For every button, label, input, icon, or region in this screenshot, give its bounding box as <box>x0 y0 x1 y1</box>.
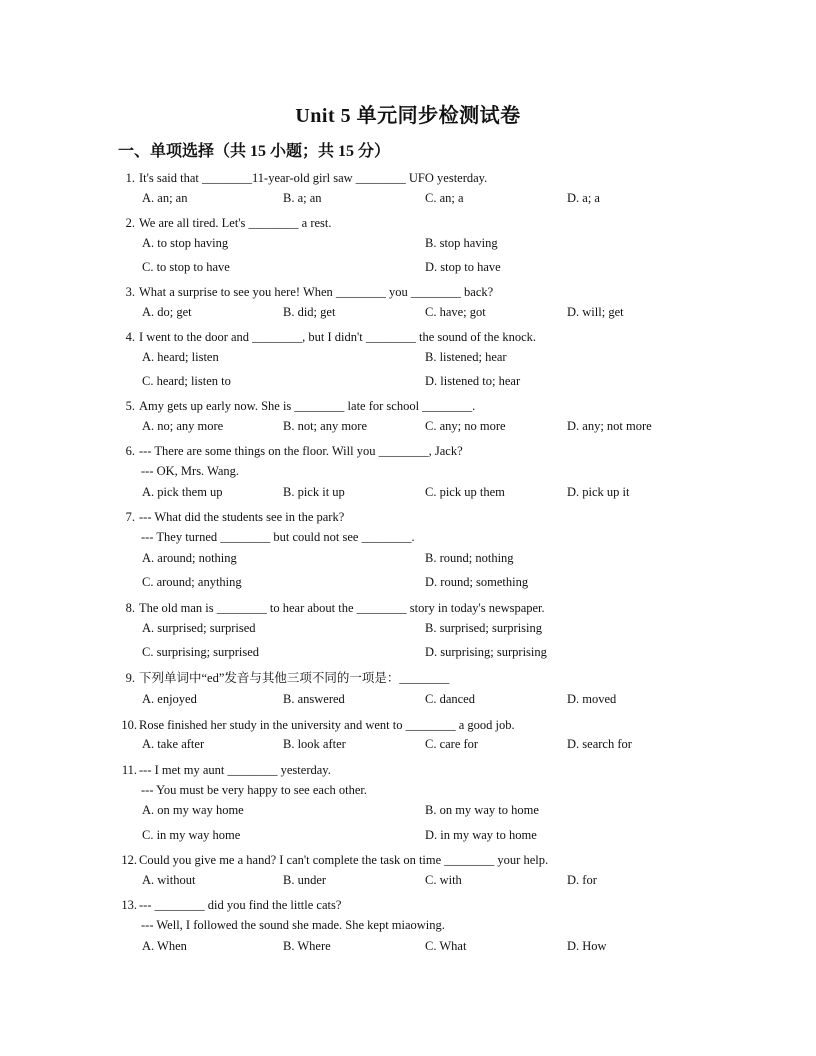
option-d: D. stop to have <box>425 260 501 274</box>
question-stem: We are all tired. Let's ________ a rest. <box>139 216 332 230</box>
option-c: C. care for <box>425 737 479 751</box>
option-a: A. surprised; surprised <box>142 621 256 635</box>
question-number: 3. <box>125 285 135 299</box>
option-d: D. How <box>567 939 607 953</box>
option-c: C. have; got <box>425 305 486 319</box>
option-d: D. search for <box>567 737 632 751</box>
question-stem: 下列单词中“ed”发音与其他三项不同的一项是：________ <box>139 671 450 685</box>
dialog-line: --- They turned ________ but could not see ________. <box>141 530 415 544</box>
section-heading: 一、单项选择（共 15 小题；共 15 分） <box>118 143 391 160</box>
option-b: B. under <box>283 873 327 887</box>
question-number: 10. <box>121 718 137 732</box>
option-b: B. did; get <box>283 305 336 319</box>
question-number: 12. <box>121 853 137 867</box>
option-b: B. stop having <box>425 236 498 250</box>
option-c: C. an; a <box>425 191 464 205</box>
option-c: C. with <box>425 873 462 887</box>
option-d: D. listened to; hear <box>425 374 521 388</box>
question-number: 7. <box>125 510 135 524</box>
question-stem: --- What did the students see in the park? <box>139 510 345 524</box>
option-a: A. heard; listen <box>142 350 219 364</box>
option-c: C. danced <box>425 692 475 706</box>
option-a: A. without <box>142 873 196 887</box>
option-a: A. enjoyed <box>142 692 197 706</box>
question-stem: --- There are some things on the floor. Will you ________, Jack? <box>139 444 463 458</box>
question-stem: What a surprise to see you here! When ________ you ________ back? <box>139 285 494 299</box>
question-stem: Rose finished her study in the university and went to ________ a good job. <box>139 718 515 732</box>
option-d: D. round; something <box>425 575 529 589</box>
option-d: D. pick up it <box>567 485 630 499</box>
option-d: D. for <box>567 873 597 887</box>
option-c: C. in my way home <box>142 828 241 842</box>
option-b: B. a; an <box>283 191 322 205</box>
option-b: B. look after <box>283 737 346 751</box>
option-c: C. What <box>425 939 467 953</box>
question-stem: It's said that ________11-year-old girl saw ________ UFO yesterday. <box>139 171 488 185</box>
dialog-line: --- Well, I followed the sound she made. She kept miaowing. <box>141 918 445 932</box>
option-b: B. on my way to home <box>425 803 539 817</box>
question-number: 8. <box>125 601 135 615</box>
question-stem: --- I met my aunt ________ yesterday. <box>139 763 331 777</box>
question-number: 11. <box>121 763 137 777</box>
dialog-line: --- OK, Mrs. Wang. <box>141 464 240 478</box>
option-b: B. round; nothing <box>425 551 514 565</box>
question-number: 13. <box>121 898 137 912</box>
option-a: A. on my way home <box>142 803 244 817</box>
option-d: D. a; a <box>567 191 600 205</box>
option-c: C. heard; listen to <box>142 374 231 388</box>
option-a: A. no; any more <box>142 419 224 433</box>
option-a: A. an; an <box>142 191 188 205</box>
option-c: C. surprising; surprised <box>142 645 260 659</box>
option-d: D. in my way to home <box>425 828 537 842</box>
option-a: A. do; get <box>142 305 192 319</box>
option-a: A. to stop having <box>142 236 229 250</box>
option-b: B. listened; hear <box>425 350 507 364</box>
question-number: 6. <box>125 444 135 458</box>
question-number: 5. <box>125 399 135 413</box>
option-d: D. will; get <box>567 305 624 319</box>
dialog-line: --- You must be very happy to see each other. <box>141 783 367 797</box>
option-a: A. take after <box>142 737 205 751</box>
option-d: D. moved <box>567 692 617 706</box>
option-a: A. pick them up <box>142 485 223 499</box>
option-d: D. any; not more <box>567 419 652 433</box>
question-number: 9. <box>125 671 135 685</box>
page-title: Unit 5 单元同步检测试卷 <box>295 105 521 127</box>
option-c: C. pick up them <box>425 485 505 499</box>
question-stem: --- ________ did you find the little cats? <box>139 898 342 912</box>
option-b: B. not; any more <box>283 419 368 433</box>
option-d: D. surprising; surprising <box>425 645 547 659</box>
question-stem: Amy gets up early now. She is ________ late for school ________. <box>139 399 476 413</box>
option-b: B. pick it up <box>283 485 345 499</box>
option-c: C. to stop to have <box>142 260 230 274</box>
option-c: C. around; anything <box>142 575 242 589</box>
question-number: 2. <box>125 216 135 230</box>
option-b: B. Where <box>283 939 331 953</box>
question-stem: I went to the door and ________, but I didn't ________ the sound of the knock. <box>139 330 536 344</box>
question-stem: Could you give me a hand? I can't complete the task on time ________ your help. <box>139 853 549 867</box>
question-stem: The old man is ________ to hear about the ________ story in today's newspaper. <box>139 601 545 615</box>
option-c: C. any; no more <box>425 419 506 433</box>
option-a: A. When <box>142 939 187 953</box>
option-b: B. surprised; surprising <box>425 621 543 635</box>
question-number: 4. <box>125 330 135 344</box>
option-b: B. answered <box>283 692 345 706</box>
question-number: 1. <box>125 171 135 185</box>
option-a: A. around; nothing <box>142 551 237 565</box>
